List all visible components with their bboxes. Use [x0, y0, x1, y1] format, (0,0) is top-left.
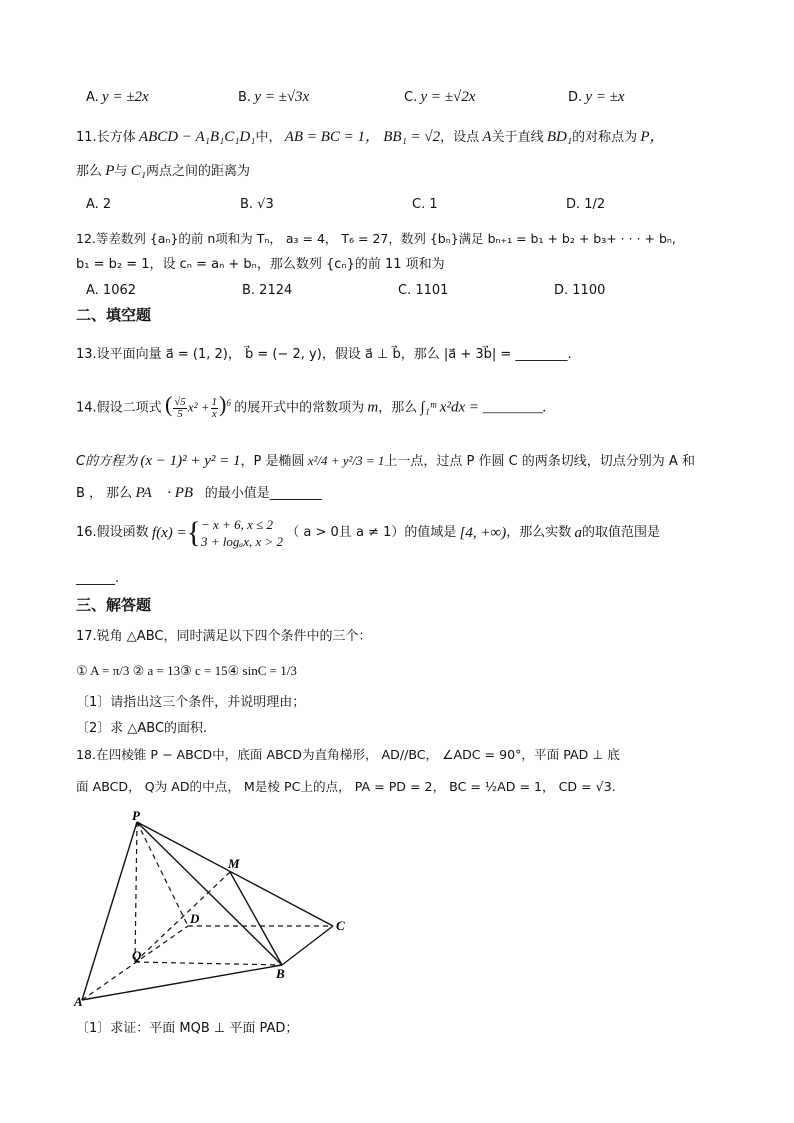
q11-line-1: 11.长方体 ABCD − A₁B₁C₁D₁中， AB = BC = 1， BB₁ = √2，设点 A关于直线 BD₁的对称点为 P，: [76, 129, 665, 145]
q17-sub-2: 〔2〕求 △ABC的面积.: [76, 721, 208, 736]
q12-option-a: A. 1062: [86, 283, 137, 298]
q11-option-d: D. 1/2: [566, 197, 606, 212]
edge-AB: [82, 965, 282, 1000]
q10-option-b: B. y = ±√3x: [238, 89, 310, 105]
q18-line-1: 18.在四棱锥 P − ABCD中，底面 ABCD为直角梯形， AD//BC， ∠ADC = 90°，平面 PAD ⊥ 底: [76, 747, 620, 762]
label-A: A: [74, 994, 83, 1009]
section-fill-blank-heading: 二、填空题: [76, 306, 152, 324]
q11-line-2: 那么 P与 C₁两点之间的距离为: [76, 163, 250, 179]
q10-option-c: C. y = ±√2x: [404, 89, 476, 105]
label-P: P: [132, 810, 140, 823]
q15-line-1: C的方程为 (x − 1)² + y² = 1，P 是椭圆 x²/4 + y²/3 = 1上一点，过点 P 作圆 C 的两条切线，切点分别为 A 和: [76, 453, 695, 469]
q12-line-2: b₁ = b₂ = 1，设 cₙ = aₙ + bₙ，那么数列 {cₙ}的前 11 项和为: [76, 257, 445, 272]
binomial-expression: (: [164, 391, 173, 417]
q11-option-c: C. 1: [412, 197, 438, 212]
q12-option-b: B. 2124: [242, 283, 293, 298]
q16-line-1: 16.假设函数 f(x) ={ − x + 6, x ≤ 2 3 + logₐx, x > 2 （ a > 0且 a ≠ 1）的值域是 [4, +∞)，那么实数 a的取值范围是: [76, 516, 661, 549]
label-Q: Q: [132, 948, 142, 963]
q18-line-2: 面 ABCD， Q为 AD的中点， M是棱 PC上的点， PA = PD = 2， BC = ½AD = 1， CD = √3.: [76, 779, 616, 794]
edge-PB: [137, 822, 282, 965]
q18-sub-1: 〔1〕求证：平面 MQB ⊥ 平面 PAD；: [76, 1021, 299, 1036]
q11-option-a: A. 2: [86, 197, 112, 212]
q11-option-b: B. √3: [240, 197, 274, 212]
q16-line-2: ______.: [76, 571, 120, 586]
edge-BC: [282, 926, 333, 965]
q15-line-2: B ， 那么 PA⃗ · PB⃗的最小值是________: [76, 485, 322, 501]
q17-line-1: 17.锐角 △ABC，同时满足以下四个条件中的三个：: [76, 629, 372, 644]
section-solve-heading: 三、解答题: [76, 596, 152, 614]
edge-QM: [135, 872, 230, 962]
edge-PD: [137, 822, 188, 926]
edge-PA: [82, 822, 137, 1000]
pyramid-figure: [70, 810, 370, 1010]
q10-option-d: D. y = ±x: [568, 89, 625, 105]
q14-line: 14.假设二项式 ( $\frac{√5}{5}$ x² + $\frac{1}{x}$ )$^6$ 的展开式中的常数项为 m，那么 ∫₁ᵐ x²dx = ________.: [76, 391, 547, 420]
edge-PQ: [135, 822, 137, 962]
edge-PC: [137, 822, 333, 926]
edge-MB: [230, 872, 282, 965]
label-M: M: [228, 856, 240, 871]
edge-QB: [135, 962, 282, 965]
q12-option-c: C. 1101: [398, 283, 449, 298]
label-D: D: [190, 911, 200, 926]
label-B: B: [276, 966, 285, 981]
q13-text: 13.设平面向量 a⃗ = (1, 2)， b⃗ = (− 2, y)，假设 a⃗ ⊥ b⃗，那么 |a⃗ + 3b⃗| = ________.: [76, 347, 572, 362]
q10-option-a: A. y = ±2x: [86, 89, 149, 105]
q17-sub-1: 〔1〕请指出这三个条件，并说明理由；: [76, 695, 306, 710]
q12-line-1: 12.等差数列 {aₙ}的前 n项和为 Tₙ， a₃ = 4， T₆ = 27，数列 {bₙ}满足 bₙ₊₁ = b₁ + b₂ + b₃+ · · · + bₙ,: [76, 231, 676, 246]
q17-conditions: ① A = π/3 ② a = 13③ c = 15④ sinC = 1/3: [76, 663, 297, 678]
label-C: C: [336, 918, 345, 933]
q12-option-d: D. 1100: [554, 283, 606, 298]
